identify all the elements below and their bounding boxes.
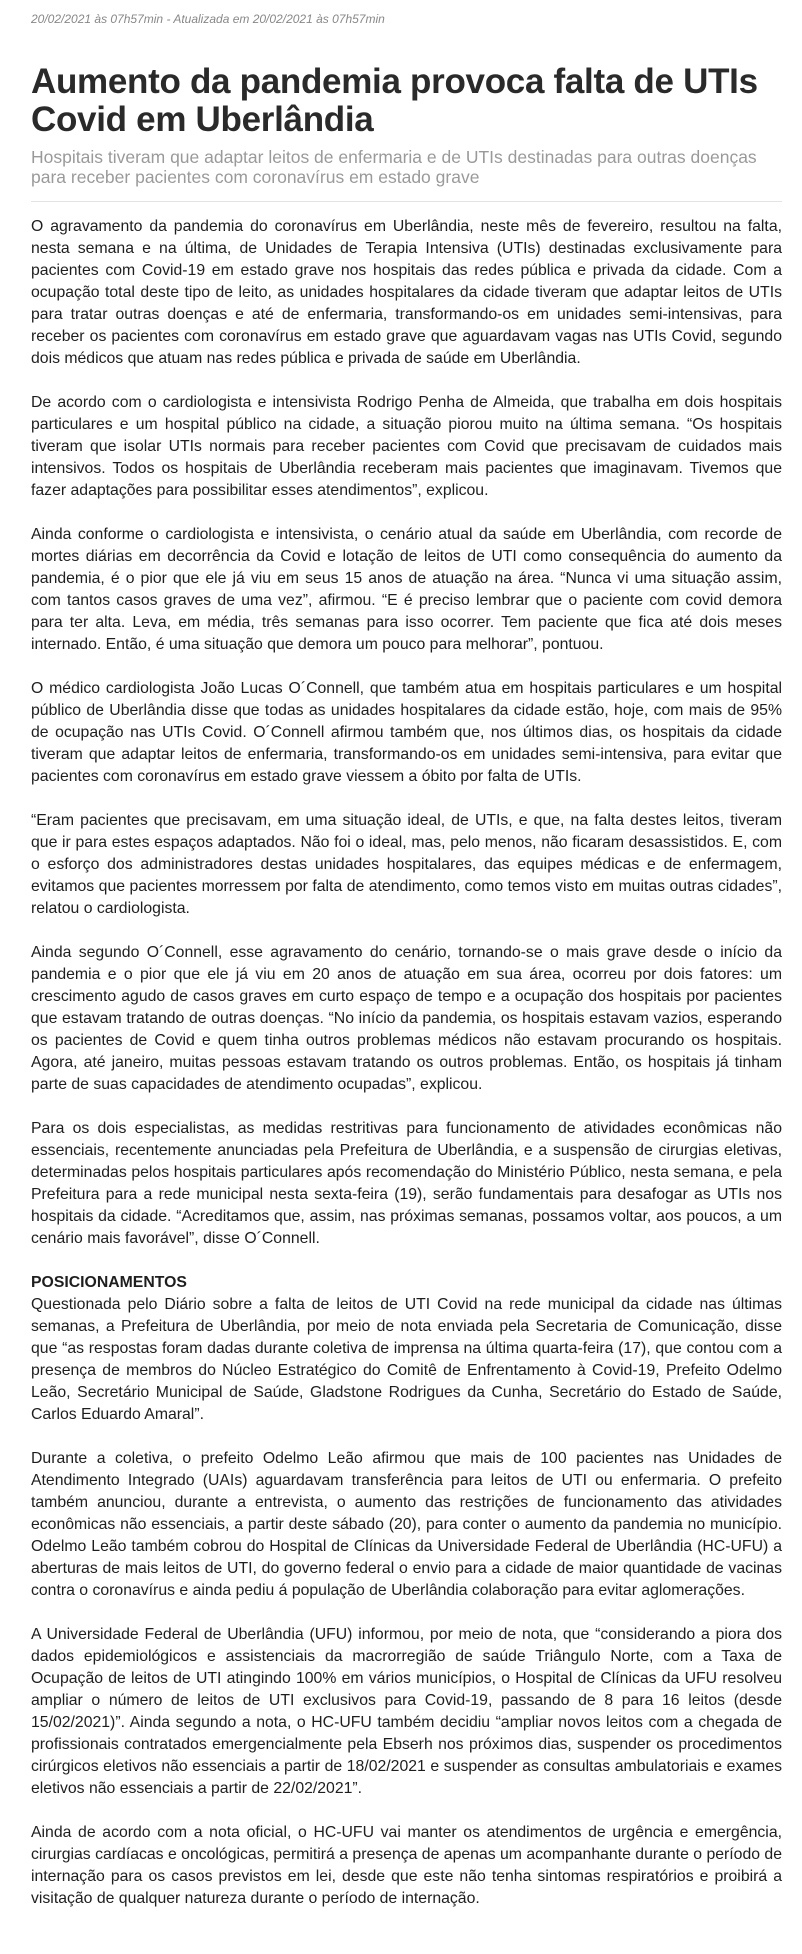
paragraph: Ainda conforme o cardiologista e intensivista, o cenário atual da saúde em Uberlândia, com recorde de mortes diárias em decorrência da Covid e lotação de leitos de UTI como consequência do aumento da pandemia, é o pior que ele já viu em seus 15 anos de atuação na área. “Nunca vi uma situação assim, com tantos casos graves de uma vez”, afirmou. “E é preciso lembrar que o paciente com covid demora para ter alta. Leva, em média, três semanas para isso ocorrer. Tem paciente que fica até dois meses internado. Então, é uma situação que demora um pouco para melhorar”, pontuou. bbox=[31, 526, 782, 653]
paragraph: Durante a coletiva, o prefeito Odelmo Leão afirmou que mais de 100 pacientes nas Unidades de Atendimento Integrado (UAIs) aguardavam transferência para leitos de UTI ou enfermaria. O prefeito também anunciou, durante a entrevista, o aumento das restrições de funcionamento das atividades econômicas não essenciais, a partir deste sábado (20), para conter o aumento da pandemia no município. Odelmo Leão também cobrou do Hospital de Clínicas da Universidade Federal de Uberlândia (HC-UFU) a aberturas de mais leitos de UTI, do governo federal o envio para a cidade de maior quantidade de vacinas contra o coronavírus e ainda pediu á população de Uberlândia colaboração para evitar aglomerações. bbox=[31, 1450, 782, 1599]
paragraph: A Universidade Federal de Uberlândia (UFU) informou, por meio de nota, que “considerando a piora dos dados epidemiológicos e assistenciais da macrorregião de saúde Triângulo Norte, com a Taxa de Ocupação de leitos de UTI atingindo 100% em vários municípios, o Hospital de Clínicas da UFU resolveu ampliar o número de leitos de UTI exclusivos para Covid-19, passando de 8 para 16 leitos (desde 15/02/2021)”. Ainda segundo a nota, o HC-UFU também decidiu “ampliar novos leitos com a chegada de profissionais contratados emergencialmente pela Ebserh nos próximos dias, suspender os procedimentos cirúrgicos eletivos não essenciais a partir de 18/02/2021 e suspender as consultas ambulatoriais e exames eletivos não essenciais a partir de 22/02/2021”. bbox=[31, 1626, 782, 1797]
divider bbox=[31, 201, 782, 202]
article-body bbox=[31, 216, 782, 1910]
paragraph: Ainda segundo O´Connell, esse agravamento do cenário, tornando-se o mais grave desde o início da pandemia e o pior que ele já viu em 20 anos de atuação em sua área, ocorreu por dois fatores: um crescimento agudo de casos graves em curto espaço de tempo e a ocupação dos hospitais por pacientes que estavam tratando de outras doenças. “No início da pandemia, os hospitais estavam vazios, esperando os pacientes de Covid e quem tinha outros problemas médicos não estavam procurando os hospitais. Agora, até janeiro, muitas pessoas estavam tratando os outros problemas. Então, os hospitais já tinham parte de suas capacidades de atendimento ocupadas”, explicou. bbox=[31, 944, 782, 1093]
section-heading: POSICIONAMENTOS bbox=[31, 1274, 187, 1291]
paragraph: Para os dois especialistas, as medidas restritivas para funcionamento de atividades econômicas não essenciais, recentemente anunciadas pela Prefeitura de Uberlândia, e a suspensão de cirurgias eletivas, determinadas pelos hospitais particulares após recomendação do Ministério Público, nesta semana, e pela Prefeitura para a rede municipal nesta sexta-feira (19), serão fundamentais para desafogar as UTIs nos hospitais da cidade. “Acreditamos que, assim, nas próximas semanas, possamos voltar, aos poucos, a um cenário mais favorável”, disse O´Connell. bbox=[31, 1120, 782, 1247]
paragraph: “Eram pacientes que precisavam, em uma situação ideal, de UTIs, e que, na falta destes leitos, tiveram que ir para estes espaços adaptados. Não foi o ideal, mas, pelo menos, não ficaram desassistidos. E, com o esforço dos administradores destas unidades hospitalares, das equipes médicas e de enfermagem, evitamos que pacientes morressem por falta de atendimento, como temos visto em muitas outras cidades”, relatou o cardiologista. bbox=[31, 812, 782, 917]
publish-date: 20/02/2021 às 07h57min - Atualizada em 20/02/2021 às 07h57min bbox=[31, 12, 385, 26]
paragraph: Questionada pelo Diário sobre a falta de leitos de UTI Covid na rede municipal da cidade nas últimas semanas, a Prefeitura de Uberlândia, por meio de nota enviada pela Secretaria de Comunicação, disse que “as respostas foram dadas durante coletiva de imprensa na última quarta-feira (17), que contou com a presença de membros do Núcleo Estratégico do Comitê de Enfrentamento à Covid-19, Prefeito Odelmo Leão, Secretário Municipal de Saúde, Gladstone Rodrigues da Cunha, Secretário do Estado de Saúde, Carlos Eduardo Amaral”. bbox=[31, 1296, 782, 1423]
paragraph: De acordo com o cardiologista e intensivista Rodrigo Penha de Almeida, que trabalha em dois hospitais particulares e um hospital público na cidade, a situação piorou muito na última semana. “Os hospitais tiveram que isolar UTIs normais para receber pacientes com Covid que precisavam de cuidados mais intensivos. Todos os hospitais de Uberlândia receberam mais pacientes que imaginavam. Tivemos que fazer adaptações para possibilitar esses atendimentos”, explicou. bbox=[31, 394, 782, 499]
article-title: Aumento da pandemia provoca falta de UTIs Covid em Uberlândia bbox=[31, 62, 758, 139]
paragraph: O agravamento da pandemia do coronavírus em Uberlândia, neste mês de fevereiro, resultou na falta, nesta semana e na última, de Unidades de Terapia Intensiva (UTIs) destinadas exclusivamente para pacientes com Covid-19 em estado grave nos hospitais das redes pública e privada da cidade. Com a ocupação total deste tipo de leito, as unidades hospitalares da cidade tiveram que adaptar leitos de UTIs para tratar outras doenças e até de enfermaria, transformando-os em unidades semi-intensivas, para receber os pacientes com coronavírus em estado grave que aguardavam vagas nas UTIs Covid, segundo dois médicos que atuam nas redes pública e privada de saúde em Uberlândia. bbox=[31, 218, 782, 367]
paragraph: O médico cardiologista João Lucas O´Connell, que também atua em hospitais particulares e um hospital público de Uberlândia disse que todas as unidades hospitalares da cidade estão, hoje, com mais de 95% de ocupação nas UTIs Covid. O´Connell afirmou também que, nos últimos dias, os hospitais da cidade tiveram que adaptar leitos de enfermaria, transformando-os em unidades semi-intensiva, para evitar que pacientes com coronavírus em estado grave viessem a óbito por falta de UTIs. bbox=[31, 680, 782, 785]
paragraph: Ainda de acordo com a nota oficial, o HC-UFU vai manter os atendimentos de urgência e emergência, cirurgias cardíacas e oncológicas, permitirá a presença de apenas um acompanhante durante o período de internação para os casos previstos em lei, desde que este não tenha sintomas respiratórios e proibirá a visitação de qualquer natureza durante o período de internação. bbox=[31, 1824, 782, 1907]
article-subtitle: Hospitais tiveram que adaptar leitos de enfermaria e de UTIs destinadas para outras doenças para receber pacientes com coronavírus em estado grave bbox=[31, 147, 757, 187]
